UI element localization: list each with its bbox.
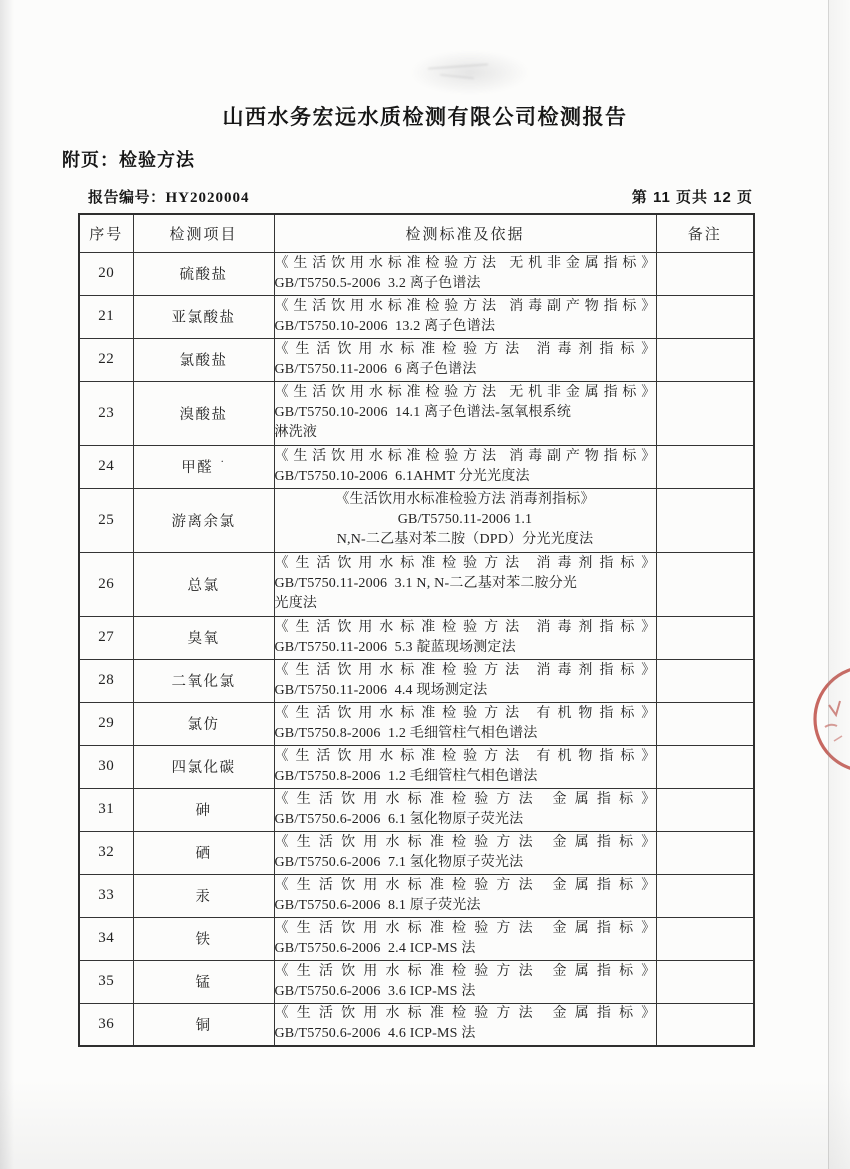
standard-line: GB/T5750.5-2006 3.2 离子色谱法 xyxy=(274,275,481,291)
report-number-value: HY2020004 xyxy=(165,190,250,206)
remark-cell xyxy=(656,917,754,960)
row-number-cell: 34 xyxy=(79,917,133,960)
row-number-cell: 25 xyxy=(79,488,133,552)
table-header-row xyxy=(79,214,754,252)
table-row xyxy=(79,445,754,488)
standard-line: GB/T5750.8-2006 1.2 毛细管柱气相色谱法 xyxy=(274,768,538,784)
standard-line: GB/T5750.6-2006 3.6 ICP-MS 法 xyxy=(274,983,476,999)
remark-cell xyxy=(656,874,754,917)
item-cell: 臭氧 xyxy=(133,616,274,659)
standard-line: 《生活饮用水标准检验方法 消毒副产物指标》 xyxy=(274,448,656,464)
page-indicator: 第 11 页共 12 页 xyxy=(631,189,753,206)
standard-line: 《生活饮用水标准检验方法 金属指标》 xyxy=(274,963,656,979)
table-row xyxy=(79,831,754,874)
standard-cell xyxy=(274,745,656,788)
table-row xyxy=(79,381,754,445)
item-cell: 汞 xyxy=(133,874,274,917)
item-cell: 二氧化氯 xyxy=(133,659,274,702)
standard-line: 《生活饮用水标准检验方法 金属指标》 xyxy=(274,834,656,850)
standard-line: GB/T5750.10-2006 14.1 离子色谱法-氢氧根系统 xyxy=(274,405,572,420)
remark-cell xyxy=(656,252,754,295)
item-cell: 砷 xyxy=(133,788,274,831)
standard-cell xyxy=(274,616,656,659)
scan-right-shade xyxy=(829,0,850,1169)
standard-line: GB/T5750.6-2006 8.1 原子荧光法 xyxy=(274,897,481,913)
standard-cell xyxy=(274,552,656,616)
standard-line: GB/T5750.8-2006 1.2 毛细管柱气相色谱法 xyxy=(274,725,538,741)
standard-line: GB/T5750.11-2006 3.1 N, N-二乙基对苯二胺分光 xyxy=(274,576,578,591)
standard-cell xyxy=(274,445,656,488)
standard-line: 《生活饮用水标准检验方法 有机物指标》 xyxy=(274,748,656,764)
scan-bottom-shade xyxy=(0,1079,850,1169)
standard-line: GB/T5750.6-2006 2.4 ICP-MS 法 xyxy=(274,940,476,956)
standard-line: 《生活饮用水标准检验方法 无机非金属指标》 xyxy=(274,255,656,271)
standard-line: 《生活饮用水标准检验方法 消毒剂指标》 xyxy=(274,556,656,571)
row-number-cell: 35 xyxy=(79,960,133,1003)
item-cell: 铜 xyxy=(133,1003,274,1046)
row-number-cell: 31 xyxy=(79,788,133,831)
row-number-cell: 22 xyxy=(79,338,133,381)
remark-cell xyxy=(656,702,754,745)
table-body xyxy=(79,252,754,1046)
scan-artifact-dot: · xyxy=(220,454,226,468)
remark-cell xyxy=(656,960,754,1003)
standard-line: 《生活饮用水标准检验方法 消毒剂指标》 xyxy=(335,492,595,507)
header-item: 检测项目 xyxy=(133,214,274,252)
standard-cell xyxy=(274,659,656,702)
standard-line: 光度法 xyxy=(274,596,318,611)
table-row xyxy=(79,1003,754,1046)
test-method-table xyxy=(78,213,755,1047)
standard-cell xyxy=(274,252,656,295)
remark-cell xyxy=(656,381,754,445)
standard-cell xyxy=(274,874,656,917)
standard-line: 《生活饮用水标准检验方法 消毒剂指标》 xyxy=(274,662,656,678)
table-row xyxy=(79,788,754,831)
standard-cell xyxy=(274,338,656,381)
table-row xyxy=(79,659,754,702)
item-cell: 氯仿 xyxy=(133,702,274,745)
row-number-cell: 27 xyxy=(79,616,133,659)
remark-cell xyxy=(656,1003,754,1046)
row-number-cell: 23 xyxy=(79,381,133,445)
remark-cell xyxy=(656,445,754,488)
report-number-label: 报告编号： xyxy=(88,189,166,206)
standard-line: GB/T5750.10-2006 6.1AHMT 分光光度法 xyxy=(274,468,530,484)
standard-line: 《生活饮用水标准检验方法 消毒剂指标》 xyxy=(274,341,656,357)
item-cell: 游离余氯 xyxy=(133,488,274,552)
standard-line: GB/T5750.11-2006 1.1 xyxy=(397,512,533,527)
table-row xyxy=(79,616,754,659)
standard-line: GB/T5750.6-2006 6.1 氢化物原子荧光法 xyxy=(274,811,524,827)
standard-line: 《生活饮用水标准检验方法 金属指标》 xyxy=(274,1006,656,1022)
remark-cell xyxy=(656,831,754,874)
standard-line: 《生活饮用水标准检验方法 有机物指标》 xyxy=(274,705,656,721)
row-number-cell: 24 xyxy=(79,445,133,488)
remark-cell xyxy=(656,488,754,552)
item-cell: 亚氯酸盐 xyxy=(133,295,274,338)
remark-cell xyxy=(656,659,754,702)
standard-line: 《生活饮用水标准检验方法 金属指标》 xyxy=(274,877,656,893)
row-number-cell: 26 xyxy=(79,552,133,616)
standard-cell xyxy=(274,788,656,831)
standard-line: 《生活饮用水标准检验方法 消毒副产物指标》 xyxy=(274,298,656,314)
report-meta-row xyxy=(88,186,753,207)
standard-cell xyxy=(274,831,656,874)
page-title: 山西水务宏远水质检测有限公司检测报告 xyxy=(222,106,628,129)
standard-cell xyxy=(274,381,656,445)
table-row xyxy=(79,745,754,788)
remark-cell xyxy=(656,788,754,831)
row-number-cell: 28 xyxy=(79,659,133,702)
item-cell: 甲醛 · xyxy=(133,445,274,488)
item-cell: 锰 xyxy=(133,960,274,1003)
standard-line: 《生活饮用水标准检验方法 金属指标》 xyxy=(274,920,656,936)
table-row xyxy=(79,488,754,552)
attachment-subtitle: 附页：检验方法 xyxy=(62,150,195,170)
item-cell: 硒 xyxy=(133,831,274,874)
header-remark: 备注 xyxy=(656,214,754,252)
scan-left-edge-shade xyxy=(0,0,14,1169)
row-number-cell: 21 xyxy=(79,295,133,338)
scan-smudge xyxy=(410,50,530,95)
table-row xyxy=(79,252,754,295)
standard-line: 《生活饮用水标准检验方法 无机非金属指标》 xyxy=(274,385,656,400)
standard-line: 淋洗液 xyxy=(274,425,318,440)
table-row xyxy=(79,338,754,381)
row-number-cell: 30 xyxy=(79,745,133,788)
standard-line: GB/T5750.11-2006 6 离子色谱法 xyxy=(274,361,477,377)
item-cell: 硫酸盐 xyxy=(133,252,274,295)
remark-cell xyxy=(656,552,754,616)
standard-line: 《生活饮用水标准检验方法 金属指标》 xyxy=(274,791,656,807)
row-number-cell: 29 xyxy=(79,702,133,745)
header-no: 序号 xyxy=(79,214,133,252)
row-number-cell: 33 xyxy=(79,874,133,917)
item-cell: 铁 xyxy=(133,917,274,960)
standard-line: 《生活饮用水标准检验方法 消毒剂指标》 xyxy=(274,619,656,635)
row-number-cell: 32 xyxy=(79,831,133,874)
standard-cell xyxy=(274,960,656,1003)
row-number-cell: 36 xyxy=(79,1003,133,1046)
standard-cell xyxy=(274,1003,656,1046)
table-row xyxy=(79,295,754,338)
standard-line: GB/T5750.6-2006 4.6 ICP-MS 法 xyxy=(274,1026,476,1042)
standard-line: GB/T5750.11-2006 5.3 靛蓝现场测定法 xyxy=(274,639,516,655)
standard-cell xyxy=(274,295,656,338)
table-row xyxy=(79,960,754,1003)
standard-cell xyxy=(274,488,656,552)
standard-cell xyxy=(274,702,656,745)
standard-cell xyxy=(274,917,656,960)
table-row xyxy=(79,702,754,745)
remark-cell xyxy=(656,616,754,659)
remark-cell xyxy=(656,338,754,381)
item-cell: 溴酸盐 xyxy=(133,381,274,445)
standard-line: GB/T5750.6-2006 7.1 氢化物原子荧光法 xyxy=(274,854,524,870)
item-cell: 氯酸盐 xyxy=(133,338,274,381)
item-cell: 四氯化碳 xyxy=(133,745,274,788)
row-number-cell: 20 xyxy=(79,252,133,295)
report-number xyxy=(88,186,250,207)
table-row xyxy=(79,917,754,960)
remark-cell xyxy=(656,745,754,788)
table-row xyxy=(79,874,754,917)
standard-line: GB/T5750.10-2006 13.2 离子色谱法 xyxy=(274,318,496,334)
table-row xyxy=(79,552,754,616)
standard-line: N,N-二乙基对苯二胺（DPD）分光光度法 xyxy=(336,532,594,547)
standard-line: GB/T5750.11-2006 4.4 现场测定法 xyxy=(274,682,488,698)
remark-cell xyxy=(656,295,754,338)
item-cell: 总氯 xyxy=(133,552,274,616)
header-standard: 检测标准及依据 xyxy=(274,214,656,252)
